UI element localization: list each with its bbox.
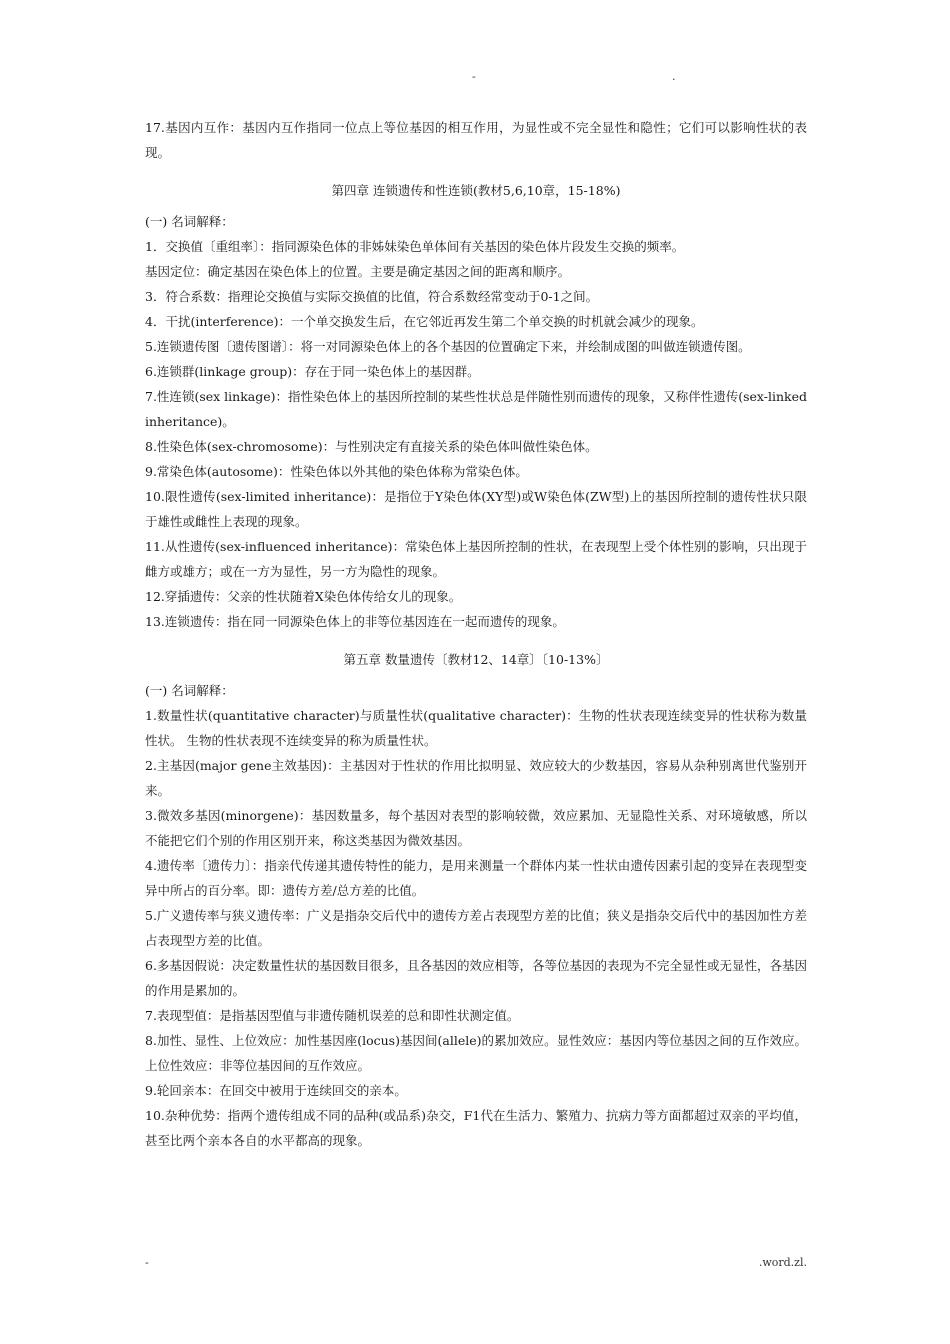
footer-watermark: .word.zl. <box>758 1256 807 1269</box>
chapter4-item: 11.从性遗传(sex-influenced inheritance)：常染色体上基因所控制的性状，在表现型上受个体性别的影响，只出现于雌方或雄方；或在一方为显性，另一方为隐性的现象。 <box>145 539 807 579</box>
chapter4-subtitle: (一) 名词解释： <box>145 214 234 229</box>
chapter4-item: 1．交换值〔重组率〕：指同源染色体的非姊妹染色单体间有关基因的染色体片段发生交换的频率。 <box>145 239 685 254</box>
chapter4-item: 7.性连锁(sex linkage)：指性染色体上的基因所控制的某些性状总是伴随性别而遗传的现象，又称伴性遗传(sex-linked inheritance)。 <box>145 389 807 429</box>
intro-paragraph: 17.基因内互作：基因内互作指同一位点上等位基因的相互作用，为显性或不完全显性和隐性；它们可以影响性状的表现。 <box>145 120 807 160</box>
chapter4-item: 10.限性遗传(sex-limited inheritance)：是指位于Y染色体(XY型)或W染色体(ZW型)上的基因所控制的遗传性状只限于雄性或雌性上表现的现象。 <box>145 489 807 529</box>
chapter5-item: 9.轮回亲本：在回交中被用于连续回交的亲本。 <box>145 1083 407 1098</box>
chapter4-item: 13.连锁遗传：指在同一同源染色体上的非等位基因连在一起而遗传的现象。 <box>145 614 565 629</box>
chapter5-item: 3.微效多基因(minorgene)：基因数量多，每个基因对表型的影响较微，效应累加、无显隐性关系、对环境敏感，所以不能把它们个别的作用区别开来，称这类基因为微效基因。 <box>145 808 807 848</box>
chapter5-item: 6.多基因假说：决定数量性状的基因数目很多，且各基因的效应相等，各等位基因的表现为不完全显性或无显性，各基因的作用是累加的。 <box>145 958 807 998</box>
header-right-mark: . <box>672 70 676 83</box>
chapter5-item: 7.表现型值：是指基因型值与非遗传随机误差的总和即性状测定值。 <box>145 1008 520 1023</box>
header-left-mark: - <box>472 70 476 83</box>
footer-left-mark: - <box>145 1256 149 1269</box>
chapter5-subtitle: (一) 名词解释： <box>145 683 234 698</box>
chapter5-item: 4.遗传率〔遗传力〕：指亲代传递其遗传特性的能力，是用来测量一个群体内某一性状由遗传因素引起的变异在表现型变异中所占的百分率。即：遗传方差/总方差的比值。 <box>145 858 807 898</box>
chapter4-item: 6.连锁群(linkage group)：存在于同一染色体上的基因群。 <box>145 364 480 379</box>
chapter4-item: 5.连锁遗传图〔遗传图谱〕：将一对同源染色体上的各个基因的位置确定下来，并绘制成图的叫做连锁遗传图。 <box>145 339 751 354</box>
chapter5-item: 1.数量性状(quantitative character)与质量性状(qualitative character)：生物的性状表现连续变异的性状称为数量性状。 生物的性状表现不连续变异的称为质量性状。 <box>145 708 807 748</box>
chapter4-item: 4．干扰(interference)：一个单交换发生后，在它邻近再发生第二个单交换的时机就会减少的现象。 <box>145 314 704 329</box>
document-body <box>145 115 807 1153</box>
chapter5-item: 10.杂种优势：指两个遗传组成不同的品种(或品系)杂交，F1代在生活力、繁殖力、抗病力等方面都超过双亲的平均值，甚至比两个亲本各自的水平都高的现象。 <box>145 1108 807 1148</box>
chapter4-item: 3．符合系数：指理论交换值与实际交换值的比值，符合系数经常变动于0-1之间。 <box>145 289 599 304</box>
chapter5-item: 5.广义遗传率与狭义遗传率：广义是指杂交后代中的遗传方差占表现型方差的比值；狭义是指杂交后代中的基因加性方差占表现型方差的比值。 <box>145 908 807 948</box>
chapter4-item: 9.常染色体(autosome)：性染色体以外其他的染色体称为常染色体。 <box>145 464 528 479</box>
chapter4-item: 8.性染色体(sex-chromosome)：与性别决定有直接关系的染色体叫做性染色体。 <box>145 439 598 454</box>
chapter5-item: 8.加性、显性、上位效应：加性基因座(locus)基因间(allele)的累加效应。显性效应：基因内等位基因之间的互作效应。上位性效应：非等位基因间的互作效应。 <box>145 1033 807 1073</box>
chapter4-item: 基因定位：确定基因在染色体上的位置。主要是确定基因之间的距离和顺序。 <box>145 264 571 279</box>
chapter4-title: 第四章 连锁遗传和性连锁(教材5,6,10章，15-18%) <box>331 183 621 198</box>
chapter5-title: 第五章 数量遗传〔教材12、14章〕〔10-13%〕 <box>343 652 609 667</box>
chapter5-item: 2.主基因(major gene主效基因)：主基因对于性状的作用比拟明显、效应较大的少数基因，容易从杂种别离世代鉴别开来。 <box>145 758 807 798</box>
chapter4-item: 12.穿插遗传：父亲的性状随着X染色体传给女儿的现象。 <box>145 589 462 604</box>
